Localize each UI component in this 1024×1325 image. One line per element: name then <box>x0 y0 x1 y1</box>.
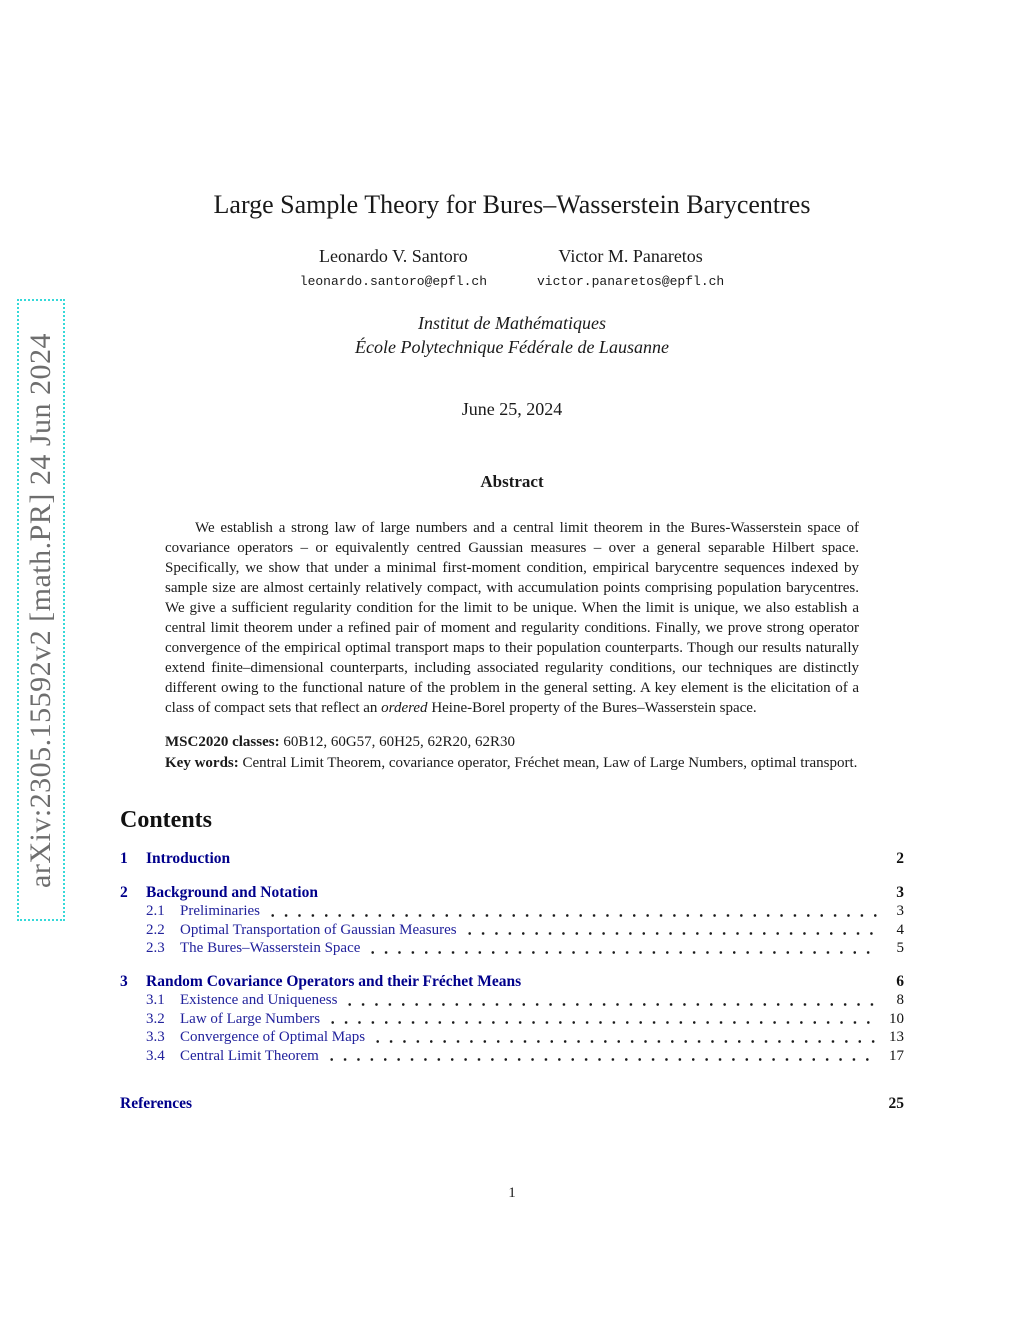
toc-number: 2 <box>120 883 128 901</box>
toc-entry-random-covariance[interactable] <box>120 973 904 992</box>
toc-number: 3.3 <box>146 1029 165 1045</box>
arxiv-watermark-text: arXiv:2305.15592v2 [math.PR] 24 Jun 2024 <box>24 332 57 888</box>
contents-section <box>120 807 904 1114</box>
author-2-name: Victor M. Panaretos <box>558 246 703 266</box>
keywords-line <box>165 753 859 773</box>
toc-number: 1 <box>120 850 128 867</box>
toc-label: Introduction <box>146 850 231 867</box>
toc-dot-leader <box>463 921 878 940</box>
msc-line <box>165 732 859 752</box>
msc-value: 60B12, 60G57, 60H25, 62R20, 62R30 <box>279 734 516 750</box>
toc-entry-optimal-transportation[interactable] <box>120 921 904 940</box>
table-of-contents <box>120 850 904 1114</box>
toc-number: 2.3 <box>146 940 165 956</box>
toc-entry-bures-wasserstein-space[interactable] <box>120 939 904 958</box>
affiliation-line-2: École Polytechnique Fédérale de Lausanne <box>355 337 669 357</box>
keywords-value: Central Limit Theorem, covariance operator, Fréchet mean, Law of Large Numbers, optimal transport. <box>238 755 858 771</box>
affiliation-line-1: Institut de Mathématiques <box>418 313 606 333</box>
toc-dot-leader <box>371 1028 878 1047</box>
contents-heading: Contents <box>120 807 213 833</box>
abstract-body <box>165 518 859 773</box>
toc-number: 3.2 <box>146 1010 165 1027</box>
author-1 <box>300 246 487 289</box>
authors-block <box>0 246 1024 289</box>
toc-page: 13 <box>889 1029 904 1045</box>
affiliation <box>0 311 1024 359</box>
msc-label: MSC2020 classes: <box>165 734 280 750</box>
toc-number: 3.1 <box>146 992 165 1008</box>
toc-label: Existence and Uniqueness <box>180 992 338 1008</box>
toc-label: Random Covariance Operators and their Fréchet Means <box>146 972 522 990</box>
toc-entry-background[interactable] <box>120 884 904 903</box>
toc-label: Central Limit Theorem <box>180 1047 319 1064</box>
toc-label: References <box>120 1095 193 1112</box>
toc-page: 3 <box>896 903 904 919</box>
toc-entry-introduction[interactable] <box>120 850 904 869</box>
toc-number: 3 <box>120 972 128 990</box>
keywords-label: Key words: <box>165 755 239 771</box>
toc-label: Background and Notation <box>146 883 318 901</box>
toc-label: Preliminaries <box>180 903 260 919</box>
toc-label: The Bures–Wasserstein Space <box>180 940 361 956</box>
abstract-italic-word: ordered <box>381 700 428 716</box>
toc-page: 4 <box>896 921 904 938</box>
toc-number: 2.2 <box>146 921 165 938</box>
toc-number: 3.4 <box>146 1047 165 1064</box>
toc-dot-leader <box>366 939 878 958</box>
toc-page: 5 <box>896 940 904 956</box>
page-number: 1 <box>508 1185 516 1201</box>
abstract-heading: Abstract <box>480 472 544 491</box>
author-1-email[interactable]: leonardo.santoro@epfl.ch <box>299 274 487 289</box>
toc-page: 6 <box>896 972 904 990</box>
paper-title: Large Sample Theory for Bures–Wasserstein Barycentres <box>213 190 811 219</box>
toc-page: 2 <box>896 850 904 867</box>
toc-entry-preliminaries[interactable] <box>120 902 904 921</box>
toc-page: 10 <box>889 1010 904 1027</box>
toc-dot-leader <box>343 991 878 1010</box>
toc-entry-central-limit-theorem[interactable] <box>120 1047 904 1066</box>
toc-entry-references[interactable] <box>120 1095 904 1114</box>
paper-date: June 25, 2024 <box>461 399 563 419</box>
arxiv-watermark-box <box>17 299 65 921</box>
abstract-paragraph <box>165 518 859 718</box>
toc-label: Convergence of Optimal Maps <box>180 1029 366 1045</box>
abstract-text-1: We establish a strong law of large numbers and a central limit theorem in the Bures-Wasserstein space of covariance operators – or equivalently centred Gaussian measures – over a general separable Hilbert space. Specifically, we show that under a minimal first-moment condition, empirical barycentre sequences indexed by sample size are almost certainly relatively compact, with accumulation points comprising population barycentres. We give a sufficient regularity condition for the limit to be unique. When the limit is unique, we also establish a central limit theorem under a refined pair of moment and regularity conditions. Finally, we prove strong operator convergence of the empirical optimal transport maps to their population counterparts. Though our results naturally extend finite–dimensional counterparts, including associated regularity conditions, our techniques are distinctly different owing to the functional nature of the problem in the general setting. A key element is the elicitation of a class of compact sets that reflect an <box>165 520 859 716</box>
author-2-email[interactable]: victor.panaretos@epfl.ch <box>537 274 725 289</box>
toc-label: Law of Large Numbers <box>180 1010 321 1027</box>
toc-page: 25 <box>888 1095 904 1112</box>
toc-number: 2.1 <box>146 903 165 919</box>
toc-entry-existence-uniqueness[interactable] <box>120 991 904 1010</box>
toc-page: 8 <box>896 992 904 1008</box>
toc-dot-leader <box>326 1010 878 1029</box>
toc-page: 17 <box>889 1047 904 1064</box>
toc-page: 3 <box>896 883 904 901</box>
toc-label: Optimal Transportation of Gaussian Measures <box>180 921 457 938</box>
toc-dot-leader <box>325 1047 878 1066</box>
abstract-text-2: Heine-Borel property of the Bures–Wasserstein space. <box>427 700 757 716</box>
author-2 <box>537 246 724 289</box>
toc-entry-convergence-optimal-maps[interactable] <box>120 1028 904 1047</box>
toc-dot-leader <box>266 902 878 921</box>
toc-entry-law-of-large-numbers[interactable] <box>120 1010 904 1029</box>
author-1-name: Leonardo V. Santoro <box>318 246 468 266</box>
